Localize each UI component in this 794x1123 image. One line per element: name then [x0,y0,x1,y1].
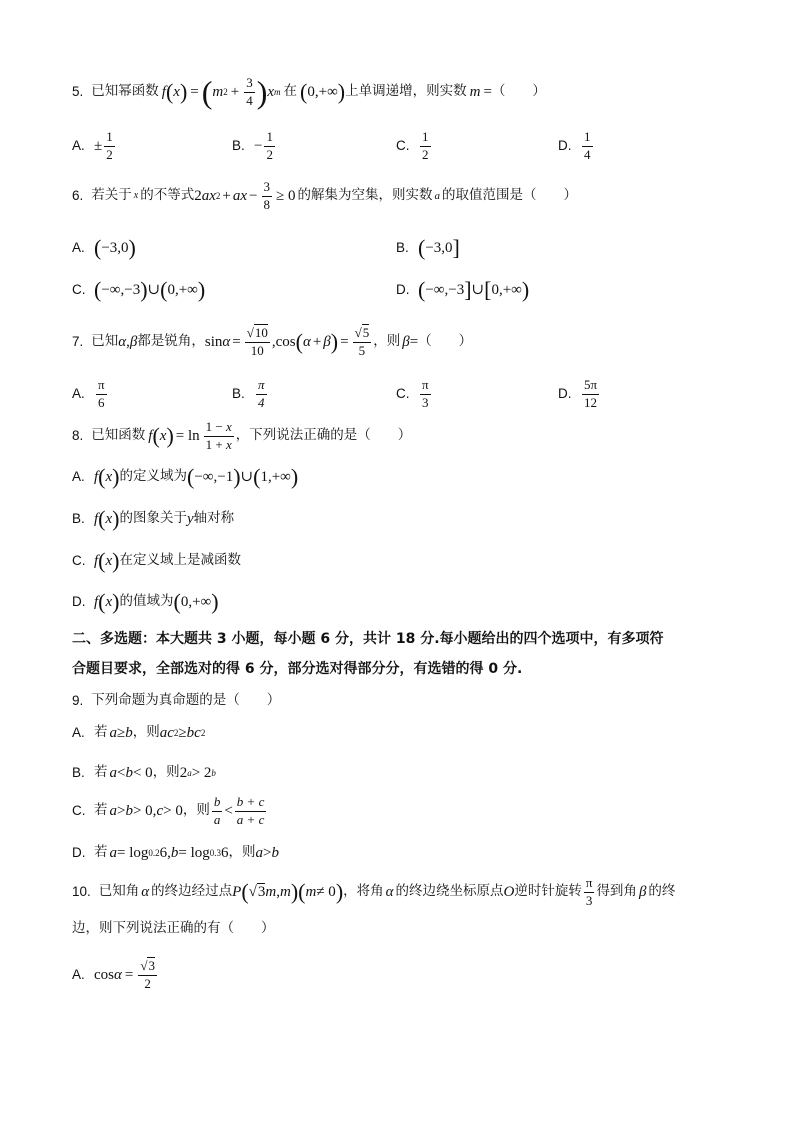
question-6-stem: 6. 若关于 x 的不等式 2 ax 2 + ax − $\frac{3}{8}$ ≥ 0 的解集为空集，则实数 a 的取值范围是（ ） [72,178,577,212]
option-7b: B. $\frac{\pi}{4}$ [232,376,265,410]
option-9b: B. 若 a < b < 0 ，则 2 a > 2 b [72,764,216,781]
option-5d: D. $\frac{1}{4}$ [558,128,591,162]
option-7c: C. $\frac{\pi}{3}$ [396,376,429,410]
option-5b: B. − $\frac{1}{2}$ [232,128,273,162]
question-10-stem-line1: 10. 已知角 α 的终边经过点 P ( √3 m , m ) ( m ≠ 0 ) ，将角 α 的终边绕坐标原点 O 逆时针旋转 $\frac{\pi}{3}$ 得到角 β 的终 [72,874,676,908]
option-8b: B. f ( x ) 的图象关于 y 轴对称 [72,506,235,531]
option-6b: B. ( −3,0 ] [396,235,460,260]
option-7d: D. $\frac{5\pi}{12}$ [558,376,598,410]
option-9a: A. 若 a ≥ b ，则 ac 2 ≥ bc 2 [72,724,206,741]
question-9-stem: 9. 下列命题为真命题的是（ ） [72,692,281,709]
option-5a: A. ± $\frac{1}{2}$ [72,128,113,162]
section-heading-line1: 二、多选题：本大题共 3 小题，每小题 6 分，共计 18 分.每小题给出的四个选项中，有多项符 [72,631,664,647]
option-10a: A. cos α = $\frac{√3}{2}$ [72,957,155,991]
question-10-stem-line2: 边，则下列说法正确的有（ ） [72,920,275,937]
section-heading [72,624,732,684]
section-heading-line2: 合题目要求，全部选对的得 6 分，部分选对得部分分，有选错的得 0 分. [72,661,523,677]
question-5-stem: 5. 已知幂函数 f ( x ) = ( m 2 + $\frac{3}{4}$ ) x m 在 ( 0,+∞ ) 上单调递增，则实数 m = （ ） [72,74,546,110]
question-7-stem: 7. 已知 α , β 都是锐角， sin α = $\frac{√10}{10}$ ,cos ( α + β ) = $\frac{√5}{5}$ ，则 β = （ ） [72,324,473,358]
option-6c: C. ( −∞,−3 ) ∪ ( 0,+∞ ) [72,277,206,302]
question-8-stem: 8. 已知函数 f ( x ) = ln $\frac{1 - x}{1 + x}$ ，下列说法正确的是（ ） [72,418,412,452]
option-8d: D. f ( x ) 的值域为 ( 0,+∞ ) [72,589,219,614]
option-8a: A. f ( x ) 的定义域为 ( −∞,−1 ) ∪ ( 1,+∞ ) [72,464,299,489]
option-6d: D. ( −∞,−3 ] ∪ [ 0,+∞ ) [396,277,530,302]
option-7a: A. $\frac{\pi}{6}$ [72,376,105,410]
option-5c: C. $\frac{1}{2}$ [396,128,429,162]
option-8c: C. f ( x ) 在定义域上是减函数 [72,548,241,573]
option-6a: A. ( −3,0 ) [72,235,136,260]
option-9d: D. 若 a = log 0.2 6, b = log 0.3 6 ，则 a > b [72,844,279,861]
option-9c: C. 若 a > b > 0, c > 0 ，则 $\frac{b}{a}$ < $\frac{b + c}{a + c}$ [72,793,265,827]
